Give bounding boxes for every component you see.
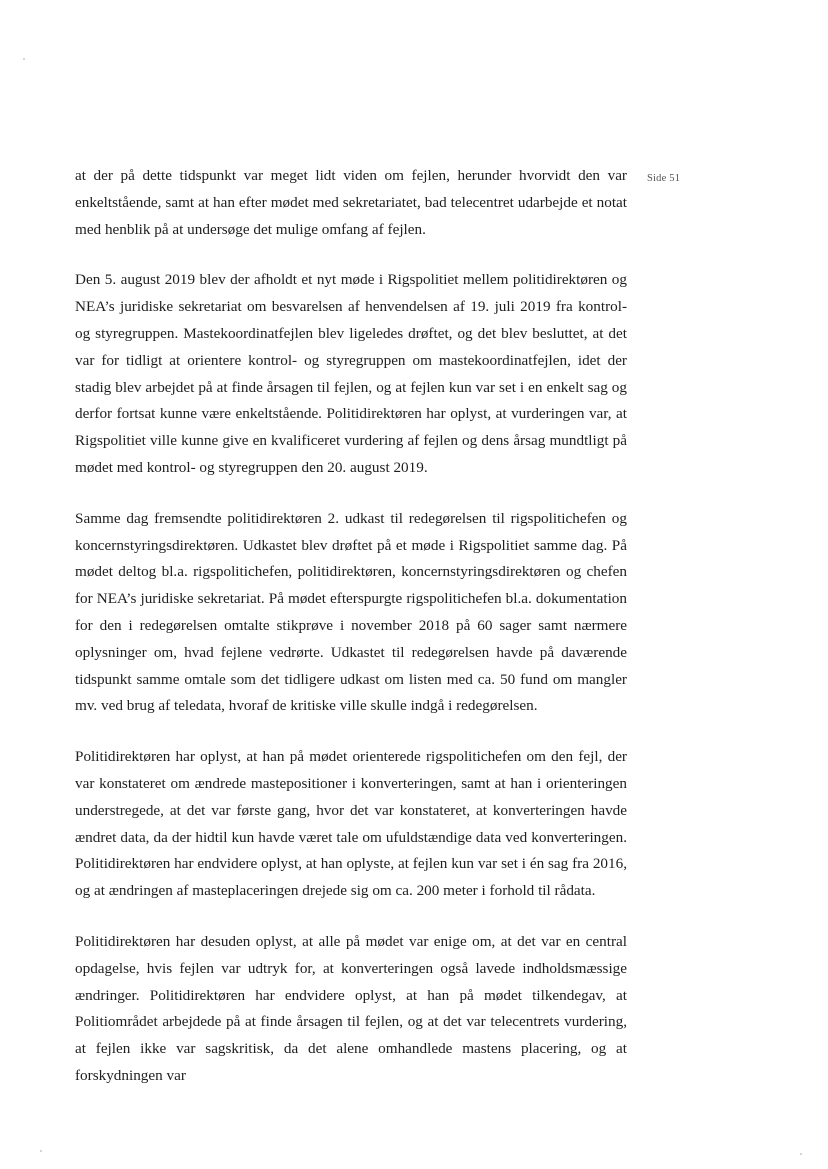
paragraph: Den 5. august 2019 blev der afholdt et nyt møde i Rigspolitiet mellem politidirektøren og NEA’s juridiske sekretariat om besvarelsen af henvendelsen af 19. juli 2019 fra kontrol- og styregruppen. Mastekoordinatfejlen blev ligeledes drøftet, og det blev besluttet, at det var for tidligt at orientere kontrol- og styregruppen om mastekoordinatfejlen, idet der stadig blev arbejdet på at finde årsagen til fejlen, og at fejlen kun var set i en enkelt sag og derfor fortsat kunne være enkeltstående. Politidirektøren har oplyst, at vurderingen var, at Rigspolitiet ville kunne give en kvalificeret vurdering af fejlen og dens årsag mundtligt på mødet med kontrol- og styregruppen den 20. august 2019. [75,271,627,476]
paragraph: Politidirektøren har desuden oplyst, at alle på mødet var enige om, at det var en central opdagelse, hvis fejlen var udtryk for, at konverteringen også lavede indholdsmæssige ændringer. Politidirektøren har endvidere oplyst, at han på mødet tilkendegav, at Politiområdet arbejdede på at finde årsagen til fejlen, og at det var telecentrets vurdering, at fejlen ikke var sagskritisk, da det alene omhandlede mastens placering, og at forskydningen var [75,932,627,1084]
paragraph: Politidirektøren har oplyst, at han på mødet orienterede rigspolitichefen om den fejl, der var konstateret om ændrede mastepositioner i konverteringen, samt at han i orienteringen understregede, at det var første gang, hvor det var konstateret, at konverteringen havde ændret data, da der hidtil kun havde været tale om ufuldstændige data ved konverteringen. Politidirektøren har endvidere oplyst, at han oplyste, at fejlen kun var set i én sag fra 2016, og at ændringen af masteplaceringen drejede sig om ca. 200 meter i forhold til rådata. [75,748,627,900]
scan-speck [40,1150,42,1152]
scan-speck [800,1153,802,1155]
document-body [75,163,627,1090]
paragraph: at der på dette tidspunkt var meget lidt viden om fejlen, herunder hvorvidt den var enkeltstående, samt at han efter mødet med sekretariatet, bad telecentret udarbejde et notat med henblik på at undersøge det mulige omfang af fejlen. [75,167,627,238]
page-number: Side 51 [647,173,681,184]
paragraph: Samme dag fremsendte politidirektøren 2. udkast til redegørelsen til rigspolitichefen og koncernstyringsdirektøren. Udkastet blev drøftet på et møde i Rigspolitiet samme dag. På mødet deltog bl.a. rigspolitichefen, politidirektøren, koncernstyringsdirektøren og chefen for NEA’s juridiske sekretariat. På mødet efterspurgte rigspolitichefen bl.a. dokumentation for den i redegørelsen omtalte stikprøve i november 2018 på 60 sager samt nærmere oplysninger om, hvad fejlene vedrørte. Udkastet til redegørelsen havde på daværende tidspunkt samme omtale som det tidligere udkast om listen med ca. 50 fund om mangler mv. ved brug af teledata, hvoraf de kritiske ville skulle indgå i redegørelsen. [75,509,627,715]
scan-speck [23,58,25,60]
